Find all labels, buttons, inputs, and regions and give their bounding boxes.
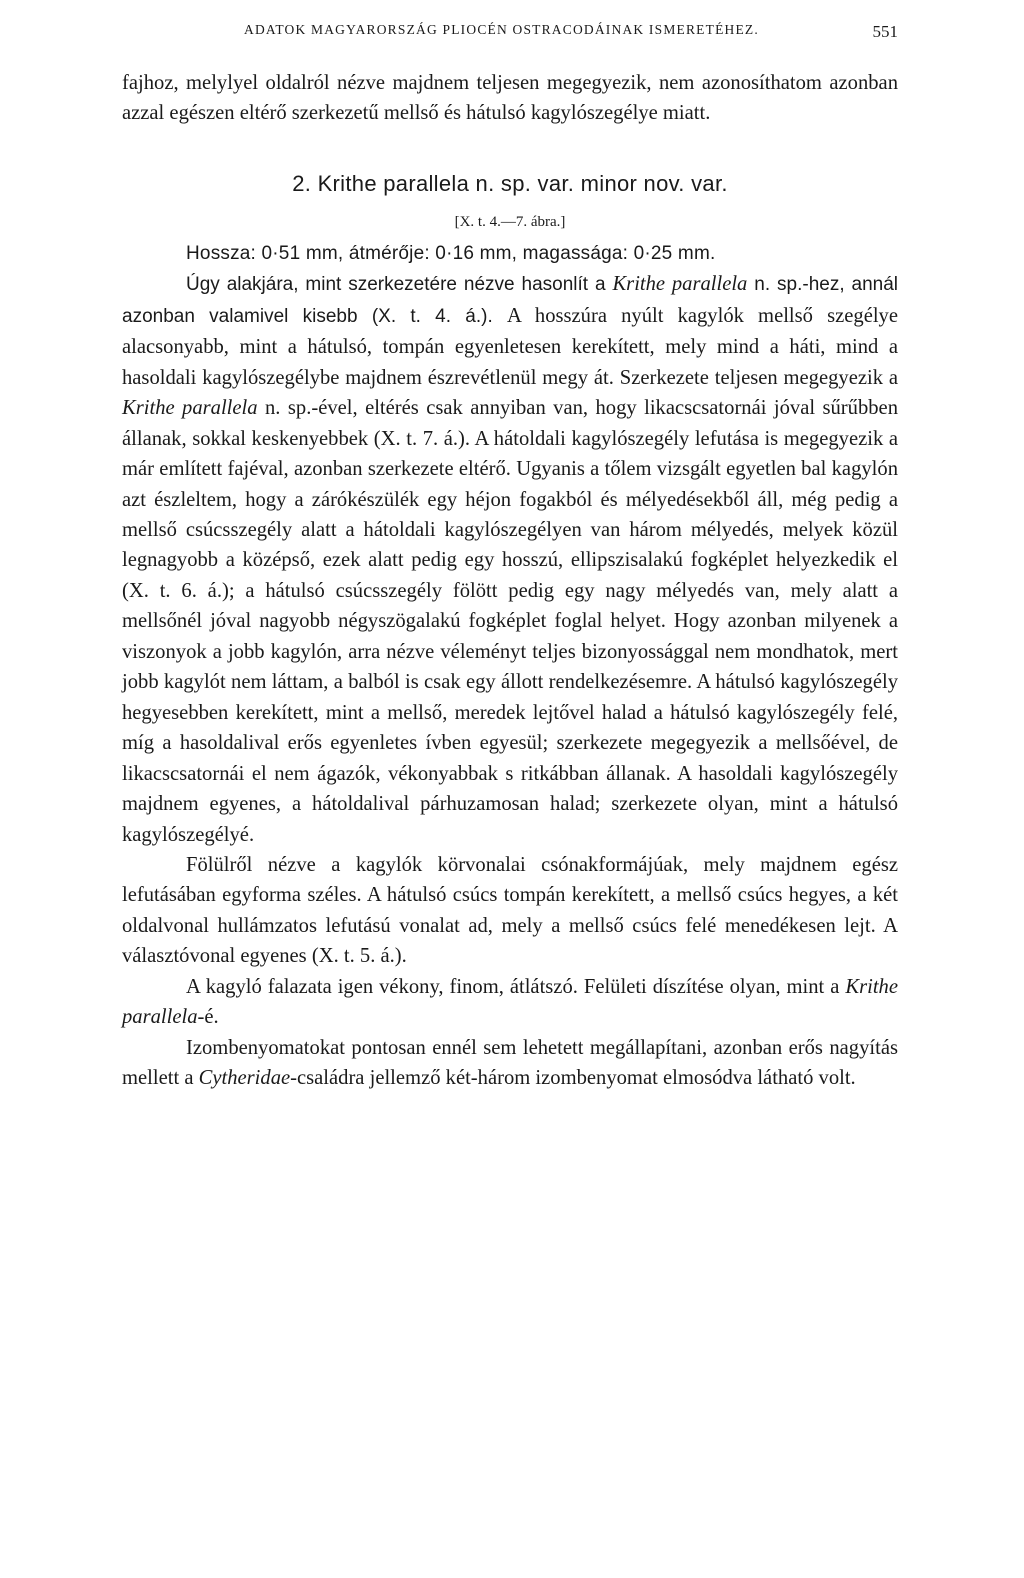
description-text: n. sp.-ével, eltérés csak annyiban van, hogy likacscsatornái jóval sűrűbben állanak, sokkal keskenyebbek (X. t. 7. á.). A hátoldali kagylószegély lefutása is megegyezik a már említett fajéval, azonban szerkezete eltérő. Ugyanis a tőlem vizsgált egyetlen bal kagylón azt észleltem, hogy a zárókészülék egy héjon fogakból és mélyedésekből áll, még pedig a mellső csúcsszegély alatt a hátoldali kagylószegélyen van három mélyedés, melyek közül legnagyobb a középső, ezek alatt pedig egy hosszú, ellipszisalakú fogképlet helyezkedik el (X. t. 6. á.); a hátulsó csúcsszegély fölött pedig egy nagy mélyedés van, mely alatt a mellsőnél jóval nagyobb négyszögalakú fogképlet foglal helyet. Hogy azonban milyenek a viszonyok a jobb kagylón, arra nézve véleményt teljes bizonyossággal nem mondhatok, mert jobb kagylót nem láttam, a balból is csak egy állott rendelkezésemre. A hátulsó kagylószegély hegyesebben kerekített, mint a mellső, meredek lejtővel halad a hátulsó kagylószegély felé, míg a hasoldalival erős egyenletes ívben egyesül; szerkezete megegyezik a mellsőével, de likacscsatornái el nem ágazók, vékonyabbak s ritkábban állanak. A hasoldali kagylószegély majdnem egyenes, a hátoldalival párhuzamosan halad; szerkezete olyan, mint a hátulsó kagylószegélyé. <box>122 397 898 846</box>
species-heading: 2. Krithe parallela n. sp. var. minor nov. var. <box>292 170 728 196</box>
taxon-name: Krithe parallela <box>612 273 748 296</box>
page-number: 551 <box>872 22 898 41</box>
shell-wall-paragraph <box>122 972 898 1033</box>
description-intro-text: Úgy alakjára, mint szerkezetére nézve hasonlít a <box>186 274 613 296</box>
description-text: A hosszúra nyúlt kagylók mellső szegélye alacsonyabb, mint a hátulsó, tompán egyenletesen kerekített, mely mind a háti, mind a hasoldali kagylószegélybe majdnem észrevétlenül megy át. Szerkezete teljesen megegyezik a <box>122 304 898 389</box>
article-body <box>122 68 898 1094</box>
taxon-name: Krithe parallela <box>122 975 898 1029</box>
measurements-paragraph: Hossza: 0·51 mm, átmérője: 0·16 mm, magassága: 0·25 mm. <box>186 242 716 264</box>
taxon-name: Cytheridae <box>198 1067 291 1090</box>
page <box>122 22 898 1094</box>
running-head <box>122 22 898 48</box>
description-text: n. sp.-hez, annál azonban valamivel kisebb (X. t. 4. á.). <box>122 274 898 327</box>
dorsal-view-paragraph: Fölülről nézve a kagylók körvonalai csónakformájúak, mely majdnem egész lefutásában egyforma széles. A hátulsó csúcs tompán kerekített, a mellső csúcs hegyes, a két oldalvonal hullámzatos lefutású vonalat ad, mely a mellső csúcs felé menedékesen lejt. A választóvonal egyenes (X. t. 5. á.). <box>122 853 898 968</box>
taxon-name: Krithe parallela <box>122 397 258 420</box>
description-paragraph <box>122 269 898 850</box>
intro-paragraph: fajhoz, melylyel oldalról nézve majdnem teljesen megegyezik, nem azonosíthatom azonban azzal egészen eltérő szerkezetű mellső és hátulsó kagylószegélye miatt. <box>122 72 898 125</box>
description-text: Izombenyomatokat pontosan ennél sem lehetett megállapítani, azonban erős nagyítás mellett a <box>122 1036 898 1090</box>
plate-reference: [X. t. 4.—7. ábra.] <box>454 213 566 230</box>
running-title: ADATOK MAGYARORSZÁG PLIOCÉN OSTRACODÁINAK ISMERETÉHEZ. <box>244 22 759 37</box>
description-text: A kagyló falazata igen vékony, finom, átlátszó. Felületi díszítése olyan, mint a <box>186 975 846 998</box>
description-text: -é. <box>197 1006 219 1029</box>
description-text: -családra jellemző két-három izombenyomat elmosódva látható volt. <box>290 1067 856 1090</box>
muscle-scars-paragraph <box>122 1033 898 1094</box>
